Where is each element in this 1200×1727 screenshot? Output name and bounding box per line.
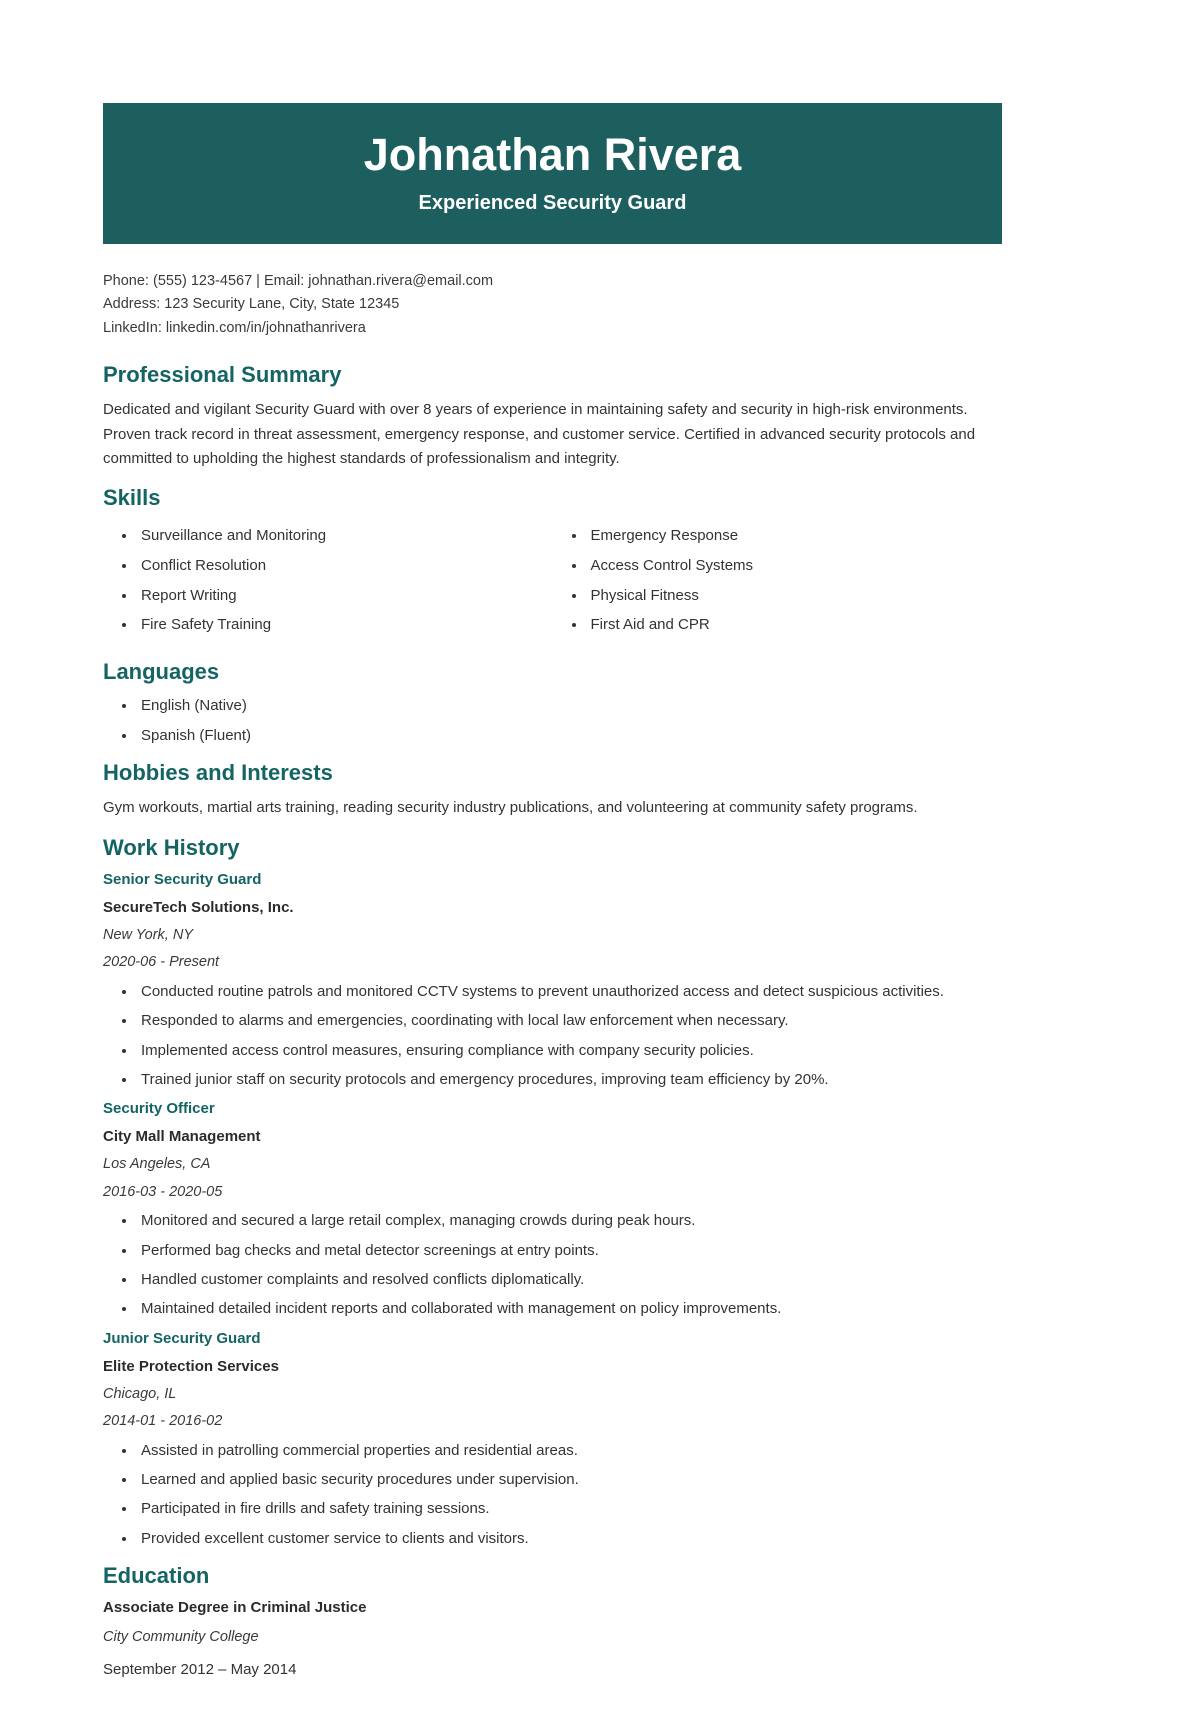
section-work-history <box>103 835 1002 1549</box>
list-item: • Provided excellent customer service to clients and visitors. <box>137 1529 1002 1549</box>
skills-column-right <box>553 522 1003 646</box>
section-hobbies-and-interests <box>103 760 1002 821</box>
job-dates: 2020-06 - Present <box>103 954 220 971</box>
list-item: • Maintained detailed incident reports and collaborated with management on policy improvements. <box>137 1299 1002 1319</box>
job-company: SecureTech Solutions, Inc. <box>103 899 294 917</box>
contact-linkedin: LinkedIn: linkedin.com/in/johnathanrivera <box>103 319 366 336</box>
list-item: • Surveillance and Monitoring <box>137 526 553 546</box>
section-heading-languages: Languages <box>103 659 220 685</box>
list-item: • Implemented access control measures, ensuring compliance with company security policies. <box>137 1041 1002 1061</box>
job-title: Senior Security Guard <box>103 871 262 889</box>
job-title: Security Officer <box>103 1100 215 1118</box>
job-bullets <box>103 1211 1002 1320</box>
skills-list-right <box>553 526 1003 636</box>
resume-header-banner <box>103 103 1002 244</box>
contact-phone-email: Phone: (555) 123-4567 | Email: johnathan.rivera@email.com <box>103 272 494 289</box>
section-professional-summary <box>103 362 1002 471</box>
list-item: • Report Writing <box>137 586 553 606</box>
list-item: • Spanish (Fluent) <box>137 726 1002 746</box>
contact-block <box>103 270 1002 340</box>
skills-list-left <box>103 526 553 636</box>
job-company: City Mall Management <box>103 1128 261 1146</box>
list-item: • Trained junior staff on security protocols and emergency procedures, improving team efficiency by 20%. <box>137 1070 1002 1090</box>
work-history-entry <box>103 871 1002 1090</box>
section-skills <box>103 485 1002 645</box>
list-item: • Access Control Systems <box>587 556 1003 576</box>
job-dates: 2016-03 - 2020-05 <box>103 1183 223 1200</box>
job-location: Chicago, IL <box>103 1385 177 1402</box>
list-item: • First Aid and CPR <box>587 615 1003 635</box>
list-item: • Monitored and secured a large retail complex, managing crowds during peak hours. <box>137 1211 1002 1231</box>
education-degree: Associate Degree in Criminal Justice <box>103 1599 367 1617</box>
candidate-name: Johnathan Rivera <box>363 129 742 180</box>
education-school: City Community College <box>103 1629 259 1646</box>
skills-columns <box>103 522 1002 646</box>
job-company: Elite Protection Services <box>103 1357 279 1375</box>
list-item: • Performed bag checks and metal detector screenings at entry points. <box>137 1241 1002 1261</box>
section-languages <box>103 659 1002 746</box>
job-location: New York, NY <box>103 927 193 944</box>
section-heading-work-history: Work History <box>103 834 240 860</box>
work-history-entry <box>103 1330 1002 1549</box>
skills-column-left <box>103 522 553 646</box>
candidate-job-title: Experienced Security Guard <box>418 191 687 214</box>
list-item: • Conflict Resolution <box>137 556 553 576</box>
list-item: • Assisted in patrolling commercial properties and residential areas. <box>137 1441 1002 1461</box>
education-dates: September 2012 – May 2014 <box>103 1660 297 1678</box>
job-bullets <box>103 982 1002 1091</box>
list-item: • Emergency Response <box>587 526 1003 546</box>
section-heading-education: Education <box>103 1563 210 1589</box>
job-bullets <box>103 1441 1002 1550</box>
job-location: Los Angeles, CA <box>103 1156 211 1173</box>
job-title: Junior Security Guard <box>103 1329 261 1347</box>
section-heading-professional-summary: Professional Summary <box>103 362 342 388</box>
section-heading-hobbies: Hobbies and Interests <box>103 759 333 785</box>
list-item: • Fire Safety Training <box>137 615 553 635</box>
list-item: • Physical Fitness <box>587 586 1003 606</box>
contact-address: Address: 123 Security Lane, City, State 12345 <box>103 296 400 313</box>
section-heading-skills: Skills <box>103 485 161 511</box>
job-dates: 2014-01 - 2016-02 <box>103 1413 223 1430</box>
list-item: • English (Native) <box>137 696 1002 716</box>
section-education <box>103 1563 1002 1679</box>
list-item: • Participated in fire drills and safety training sessions. <box>137 1499 1002 1519</box>
languages-list <box>103 696 1002 746</box>
professional-summary-text: Dedicated and vigilant Security Guard with over 8 years of experience in maintaining safety and security in high-risk environments. Proven track record in threat assessment, emergency response, and customer service. Certified in advanced security protocols and committed to upholding the highest standards of professionalism and integrity. <box>103 401 976 468</box>
list-item: • Responded to alarms and emergencies, coordinating with local law enforcement when necessary. <box>137 1011 1002 1031</box>
list-item: • Conducted routine patrols and monitored CCTV systems to prevent unauthorized access and detect suspicious activities. <box>137 982 1002 1002</box>
list-item: • Handled customer complaints and resolved conflicts diplomatically. <box>137 1270 1002 1290</box>
hobbies-text: Gym workouts, martial arts training, reading security industry publications, and volunteering at community safety programs. <box>103 799 918 817</box>
work-history-entry <box>103 1100 1002 1319</box>
list-item: • Learned and applied basic security procedures under supervision. <box>137 1470 1002 1490</box>
